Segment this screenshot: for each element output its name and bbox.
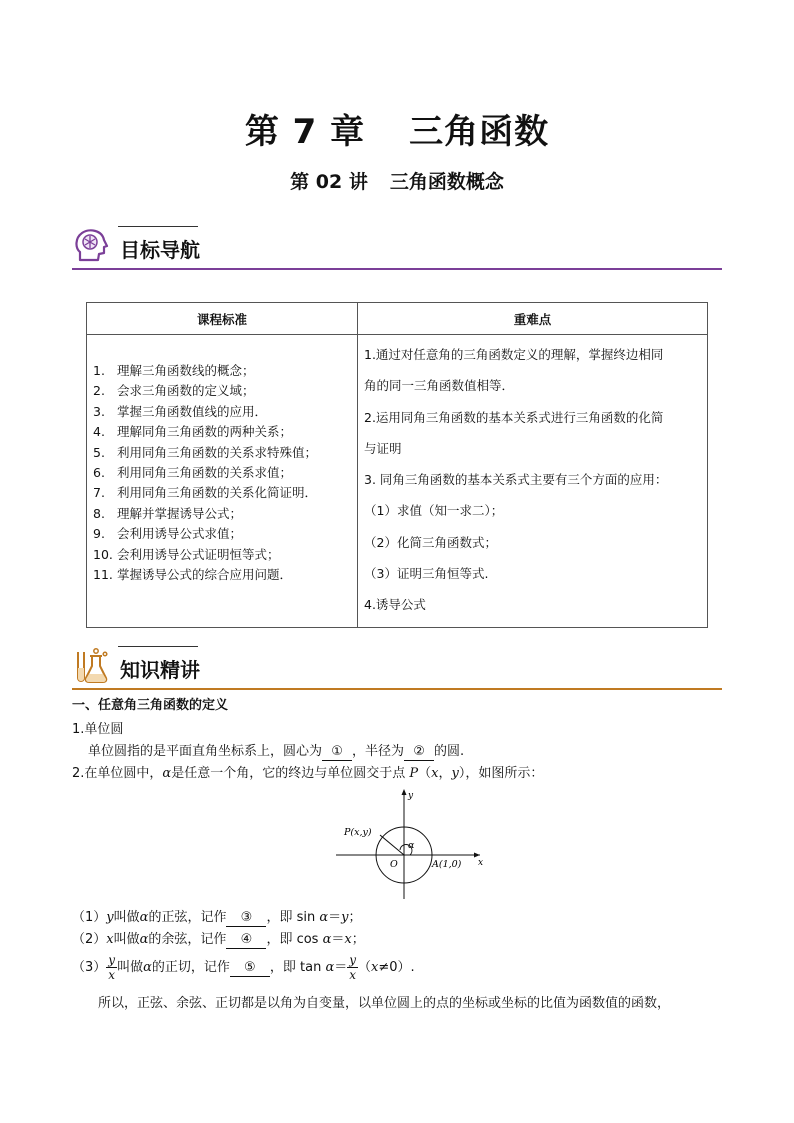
keypoint-line: 与证明 (364, 440, 402, 456)
section-knowledge-label: 知识精讲 (120, 658, 200, 682)
section-knowledge-header (72, 646, 722, 690)
keypoint-line: （2）化简三角函数式； (364, 534, 497, 550)
list-item: 1. 理解三角函数线的概念； (93, 363, 255, 378)
list-item: 4. 理解同角三角函数的两种关系； (93, 424, 293, 440)
angle-alpha-label: α (408, 840, 415, 851)
point-a-label: A(1,0) (432, 859, 462, 870)
section-knowledge-rule (72, 688, 722, 690)
list-item: 6. 利用同角三角函数的关系求值； (93, 465, 293, 481)
unit-circle-diagram (330, 783, 490, 901)
blank-4: ④ (226, 932, 266, 949)
keypoint-line: 角的同一三角函数值相等． (364, 378, 515, 394)
blank-2: ② (404, 744, 434, 761)
list-item: 7. 利用同角三角函数的关系化简证明． (93, 485, 318, 501)
lecture-topic: 三角函数概念 (389, 171, 504, 193)
point-p-label: P(x,y) (344, 827, 372, 838)
tangent-definition: （3） $\frac{y}{x}$ 叫做α的正切，记作 ⑤ ，即 tan α＝ $\frac{y}{x}$ （x≠0）. (72, 953, 415, 982)
list-item: 5. 利用同角三角函数的关系求特殊值； (93, 444, 318, 460)
section-topline (118, 646, 198, 647)
blank-1: ① (322, 744, 352, 761)
col-header-keypoints: 重难点 (358, 303, 708, 335)
blank-3: ③ (226, 910, 266, 927)
x-axis-arrow (474, 853, 480, 858)
list-item: 8. 理解并掌握诱导公式； (93, 505, 243, 521)
keypoint-line: 3. 同角三角函数的基本关系式主要有三个方面的应用： (364, 472, 668, 488)
col-header-standards: 课程标准 (87, 303, 358, 335)
standards-list (93, 361, 357, 585)
list-item: 2. 会求三角函数的定义域； (93, 383, 255, 399)
keypoint-line: 2.运用同角三角函数的基本关系式进行三角函数的化简 (364, 409, 664, 425)
list-item: 9. 会利用诱导公式求值； (93, 526, 243, 542)
chapter-number: 第 7 章 (244, 112, 366, 152)
item1-text: 单位圆指的是平面直角坐标系上，圆心为 ① ，半径为 ② 的圆. (88, 744, 465, 759)
keypoint-line: 4.诱导公式 (364, 597, 426, 613)
table-header-row (87, 303, 708, 335)
item1-title: 1.单位圆 (72, 722, 124, 737)
heading-definition: 一、任意角三角函数的定义 (72, 698, 229, 713)
lab-flask-icon (72, 646, 112, 686)
keypoint-line: （3）证明三角恒等式. (364, 566, 489, 582)
section-goals-header (72, 226, 722, 270)
lecture-number: 第 02 讲 (290, 171, 368, 193)
standards-table (86, 302, 708, 628)
standards-cell (87, 335, 358, 628)
keypoints-cell (358, 335, 708, 628)
section-goals-label: 目标导航 (120, 238, 200, 262)
y-axis-label: y (408, 791, 414, 801)
cosine-definition: （2）x叫做α的余弦，记作 ④ ，即 cos α＝x； (72, 932, 365, 947)
lecture-title (0, 167, 794, 194)
table-row (87, 335, 708, 628)
origin-label: O (390, 859, 398, 870)
chapter-topic: 三角函数 (409, 112, 550, 152)
keypoint-line: （1）求值（知一求二）； (364, 503, 504, 519)
list-item: 10. 会利用诱导公式证明恒等式； (93, 546, 280, 562)
terminal-side (380, 835, 404, 855)
y-axis-arrow (402, 789, 407, 795)
fraction-y-over-x: $\frac{y}{x}$ (108, 953, 116, 982)
x-axis-label: x (478, 858, 484, 868)
blank-5: ⑤ (230, 960, 270, 977)
fraction-y-over-x: $\frac{y}{x}$ (349, 953, 357, 982)
sine-definition: （1）y叫做α的正弦，记作 ③ ，即 sin α＝y； (72, 910, 362, 925)
chapter-title (0, 104, 794, 153)
brain-head-icon (72, 226, 112, 266)
section-goals-rule (72, 268, 722, 270)
keypoint-line: 1.通过对任意角的三角函数定义的理解，掌握终边相同 (364, 347, 664, 362)
section-topline (118, 226, 198, 227)
summary-text: 所以，正弦、余弦、正切都是以角为自变量，以单位圆上的点的坐标或坐标的比值为函数值的函数， (98, 996, 671, 1011)
item2-text: 2.在单位圆中，α是任意一个角，它的终边与单位圆交于点 P（x，y），如图所示： (72, 766, 544, 781)
list-item: 11. 掌握诱导公式的综合应用问题． (93, 567, 293, 583)
list-item: 3. 掌握三角函数值线的应用． (93, 403, 268, 419)
